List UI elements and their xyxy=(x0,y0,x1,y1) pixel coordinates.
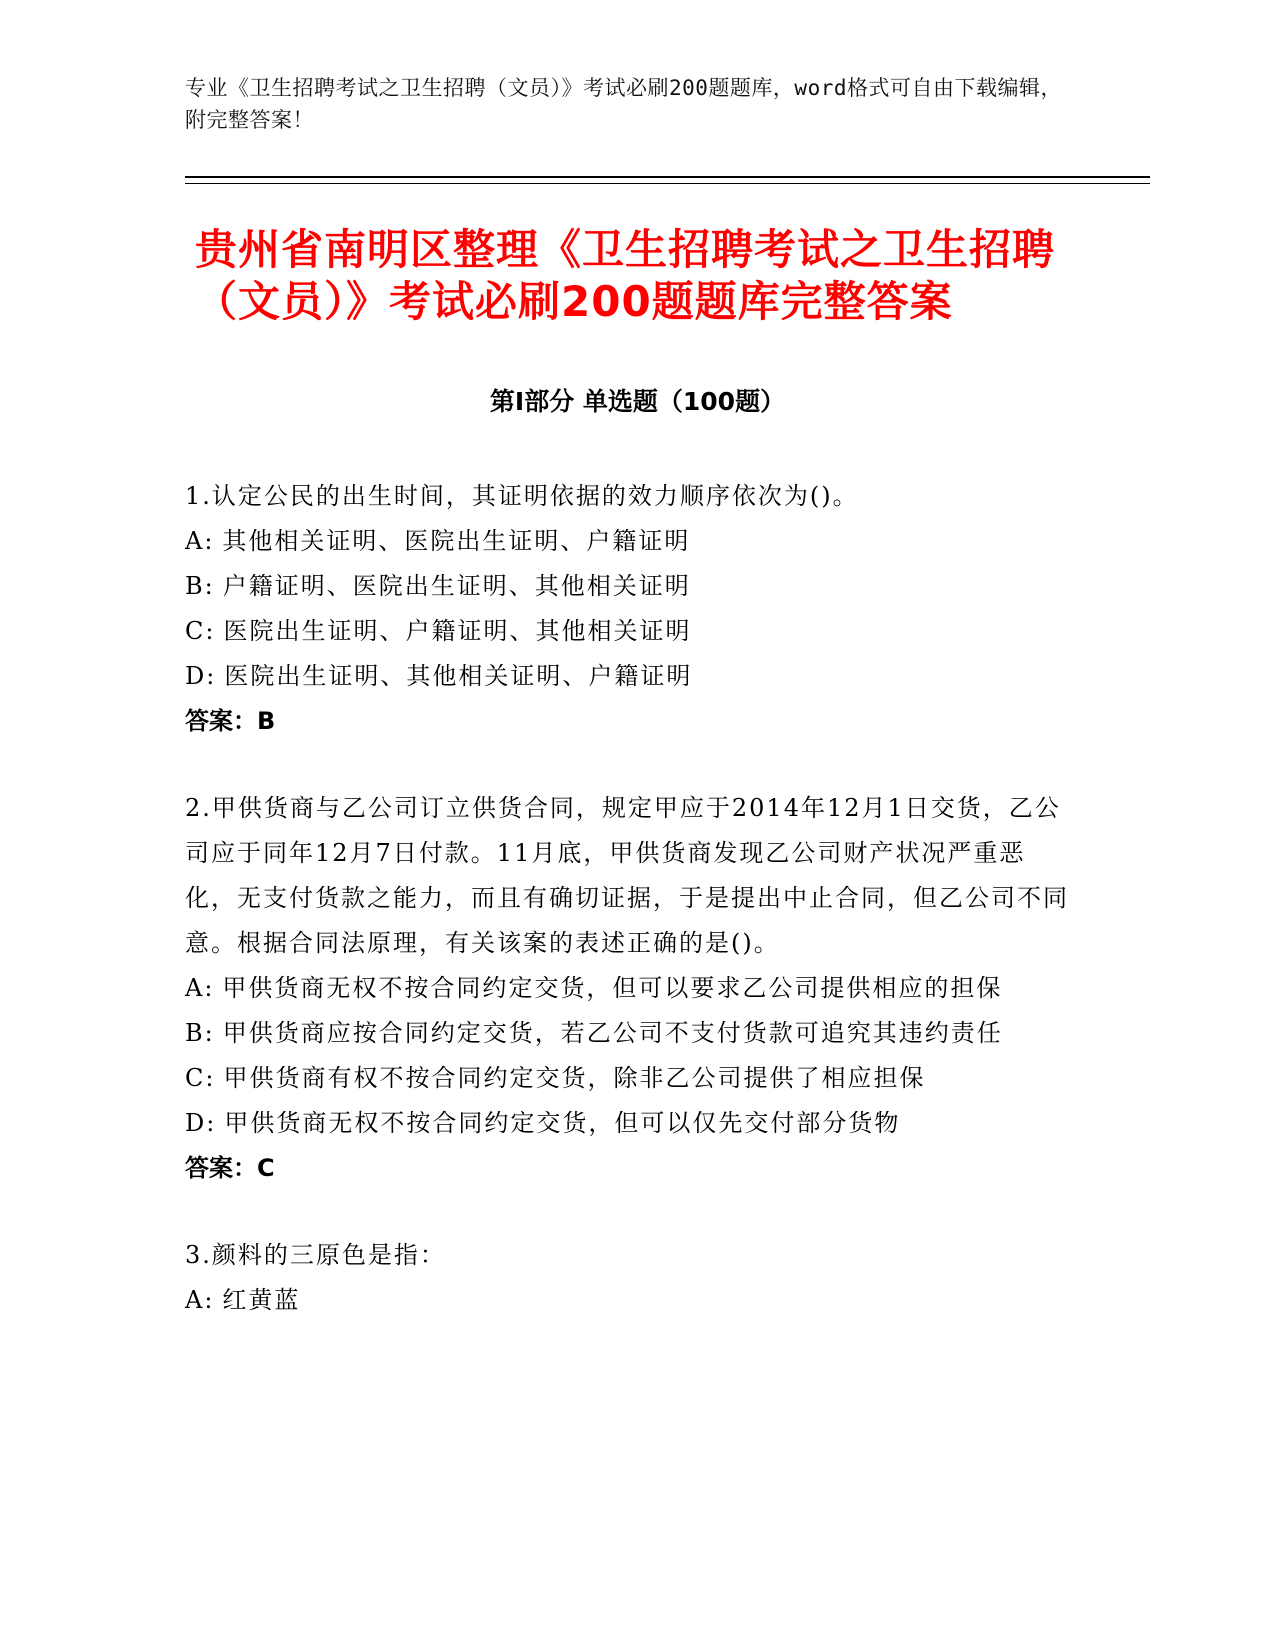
option-letter: B: xyxy=(185,1019,215,1047)
answer-line: 答案：B xyxy=(185,707,276,735)
option-text: 甲供货商无权不按合同约定交货，但可以仅先交付部分货物 xyxy=(224,1109,901,1137)
question-stem: 2.甲供货商与乙公司订立供货合同，规定甲应于2014年12月1日交货，乙公司应于同年12月7日付款。11月底，甲供货商发现乙公司财产状况严重恶化，无支付货款之能力，而且有确切证据，于是提出中止合同，但乙公司不同意。根据合同法原理，有关该案的表述正确的是()。 xyxy=(185,794,1069,957)
question-3 xyxy=(185,1233,1075,1323)
option-letter: A: xyxy=(185,974,215,1002)
option-text: 甲供货商有权不按合同约定交货，除非乙公司提供了相应担保 xyxy=(223,1064,926,1092)
option-text: 医院出生证明、其他相关证明、户籍证明 xyxy=(224,662,693,690)
option-b xyxy=(185,1011,1075,1056)
option-letter: D: xyxy=(185,1109,217,1137)
option-text: 医院出生证明、户籍证明、其他相关证明 xyxy=(223,617,692,645)
option-a xyxy=(185,519,1075,564)
question-stem: 1.认定公民的出生时间，其证明依据的效力顺序依次为()。 xyxy=(185,482,859,510)
option-d xyxy=(185,654,1075,699)
option-a xyxy=(185,1278,1075,1323)
header-rule-thin xyxy=(185,183,1150,184)
answer-line: 答案：C xyxy=(185,1154,275,1182)
option-letter: C: xyxy=(185,1064,216,1092)
option-a xyxy=(185,966,1075,1011)
option-letter: A: xyxy=(185,1286,215,1314)
option-letter: D: xyxy=(185,662,217,690)
option-letter: A: xyxy=(185,527,215,555)
section-heading: 第I部分 单选题（100题） xyxy=(489,387,786,416)
option-text: 红黄蓝 xyxy=(222,1286,301,1314)
option-c xyxy=(185,1056,1075,1101)
option-text: 甲供货商无权不按合同约定交货，但可以要求乙公司提供相应的担保 xyxy=(222,974,1003,1002)
header-note: 专业《卫生招聘考试之卫生招聘（文员）》考试必刷200题题库，word格式可自由下载编辑，附完整答案！ xyxy=(185,76,1062,132)
option-text: 其他相关证明、医院出生证明、户籍证明 xyxy=(222,527,691,555)
question-stem: 3.颜料的三原色是指： xyxy=(185,1241,446,1269)
option-text: 甲供货商应按合同约定交货，若乙公司不支付货款可追究其违约责任 xyxy=(222,1019,1003,1047)
option-letter: B: xyxy=(185,572,215,600)
option-c xyxy=(185,609,1075,654)
option-letter: C: xyxy=(185,617,216,645)
option-text: 户籍证明、医院出生证明、其他相关证明 xyxy=(222,572,691,600)
document-title: 贵州省南明区整理《卫生招聘考试之卫生招聘（文员）》考试必刷200题题库完整答案 xyxy=(195,225,1056,326)
question-2 xyxy=(185,786,1075,1191)
option-b xyxy=(185,564,1075,609)
header-rule-thick xyxy=(185,176,1150,178)
question-1 xyxy=(185,474,1075,744)
question-list xyxy=(185,474,1075,1365)
option-d xyxy=(185,1101,1075,1146)
